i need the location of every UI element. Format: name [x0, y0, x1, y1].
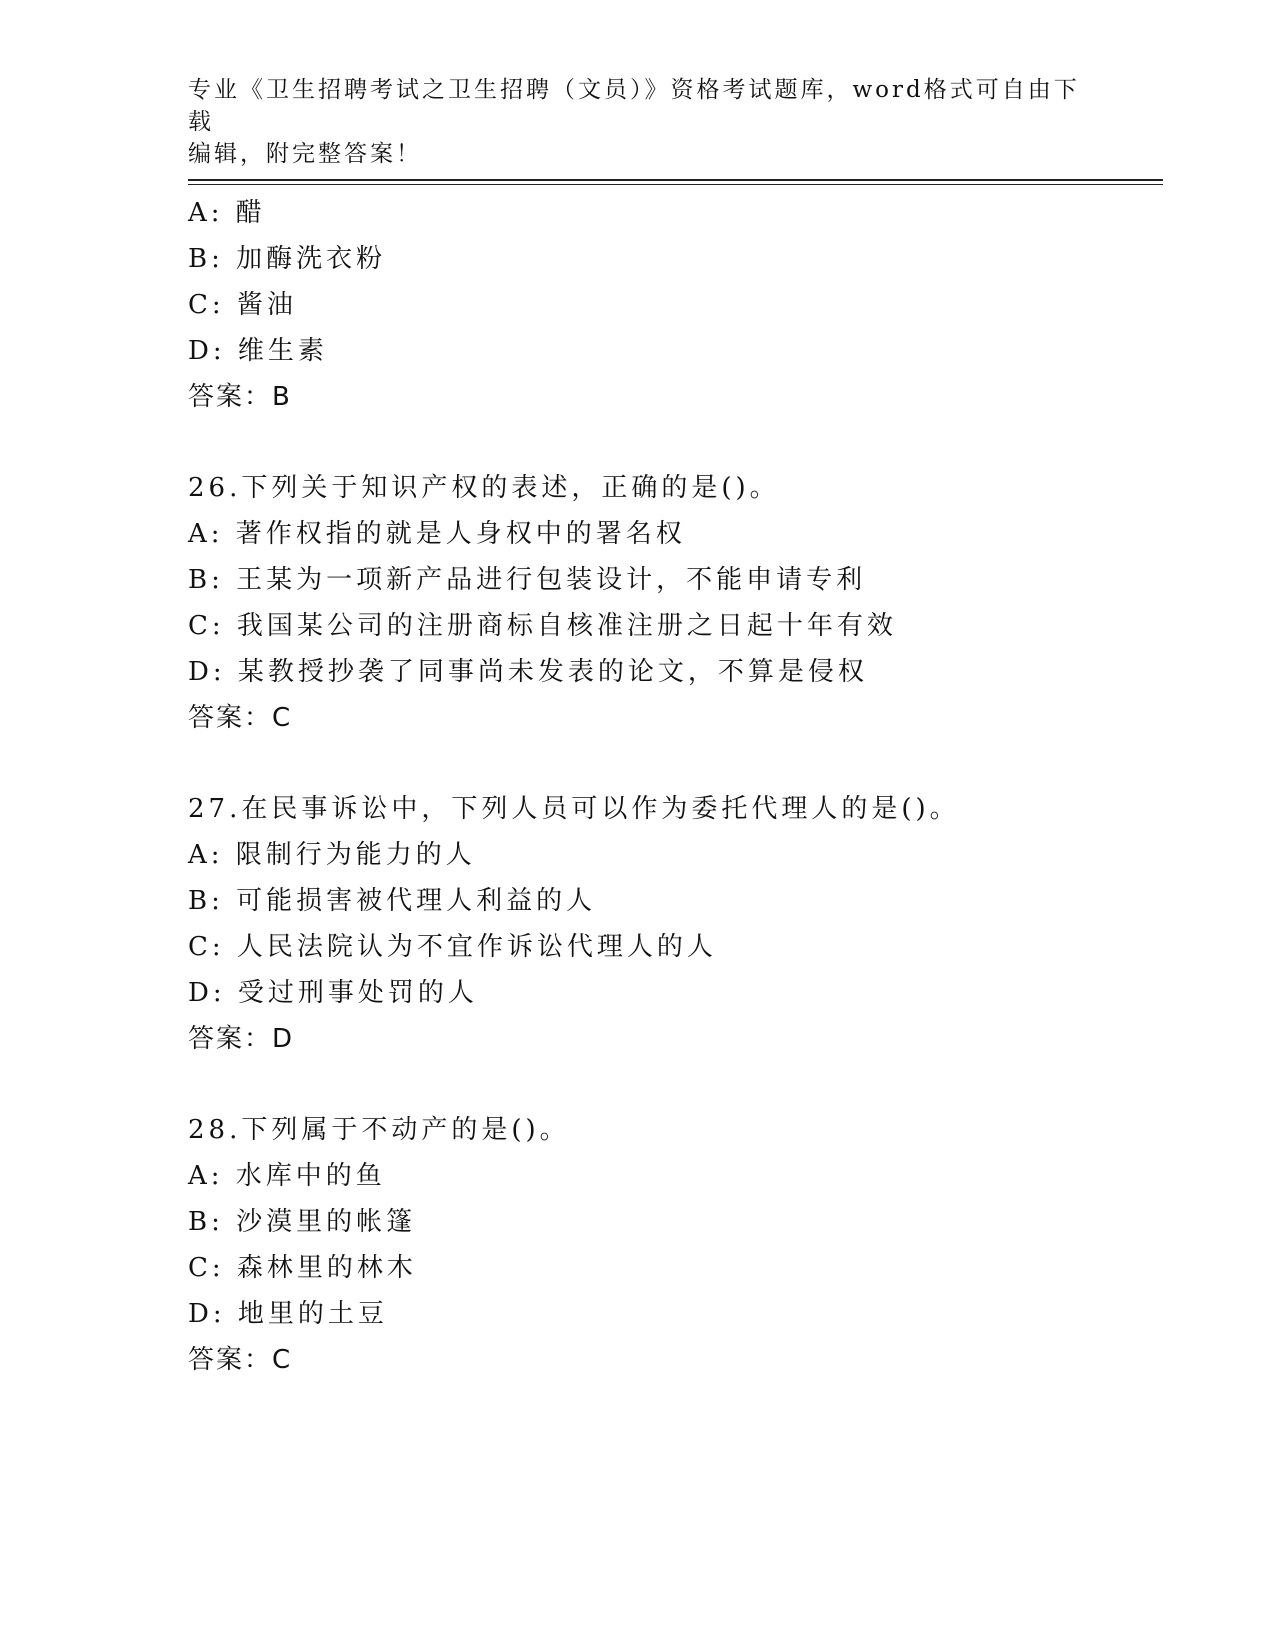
option-b: B: 王某为一项新产品进行包装设计，不能申请专利 [188, 565, 867, 595]
header-line-2: 编辑，附完整答案！ [188, 141, 422, 167]
question-text: 26.下列关于知识产权的表述，正确的是()。 [188, 473, 780, 503]
option-d: D: 某教授抄袭了同事尚未发表的论文，不算是侵权 [188, 657, 868, 687]
option-d: D: 受过刑事处罚的人 [188, 978, 478, 1008]
option-b: B: 加酶洗衣粉 [188, 244, 387, 274]
question-text: 27.在民事诉讼中，下列人员可以作为委托代理人的是()。 [188, 794, 960, 824]
option-a: A: 著作权指的就是人身权中的署名权 [188, 519, 686, 549]
option-a: A: 限制行为能力的人 [188, 840, 476, 870]
spacer [188, 1062, 1148, 1107]
spacer [188, 420, 1148, 465]
question-list [188, 190, 1148, 1383]
question-25 [188, 190, 1148, 420]
option-c: C: 森林里的林木 [188, 1253, 417, 1283]
header-divider-thin [188, 184, 1163, 185]
answer-label: 答案：C [188, 703, 293, 733]
option-b: B: 可能损害被代理人利益的人 [188, 886, 597, 916]
header-divider-thick [188, 179, 1163, 181]
question-text: 28.下列属于不动产的是()。 [188, 1115, 570, 1145]
option-d: D: 地里的土豆 [188, 1299, 388, 1329]
option-c: C: 人民法院认为不宜作诉讼代理人的人 [188, 932, 717, 962]
question-28 [188, 1107, 1148, 1383]
option-d: D: 维生素 [188, 336, 328, 366]
option-a: A: 醋 [188, 198, 266, 228]
option-c: C: 酱油 [188, 290, 297, 320]
spacer [188, 741, 1148, 786]
answer-label: 答案：C [188, 1345, 293, 1375]
answer-label: 答案：B [188, 382, 292, 412]
header-line-1: 专业《卫生招聘考试之卫生招聘（文员）》资格考试题库，word格式可自由下载 [188, 77, 1080, 135]
question-27 [188, 786, 1148, 1062]
option-c: C: 我国某公司的注册商标自核准注册之日起十年有效 [188, 611, 897, 641]
option-b: B: 沙漠里的帐篷 [188, 1207, 417, 1237]
answer-label: 答案：D [188, 1024, 295, 1054]
document-header [188, 74, 1088, 170]
option-a: A: 水库中的鱼 [188, 1161, 386, 1191]
question-26 [188, 465, 1148, 741]
